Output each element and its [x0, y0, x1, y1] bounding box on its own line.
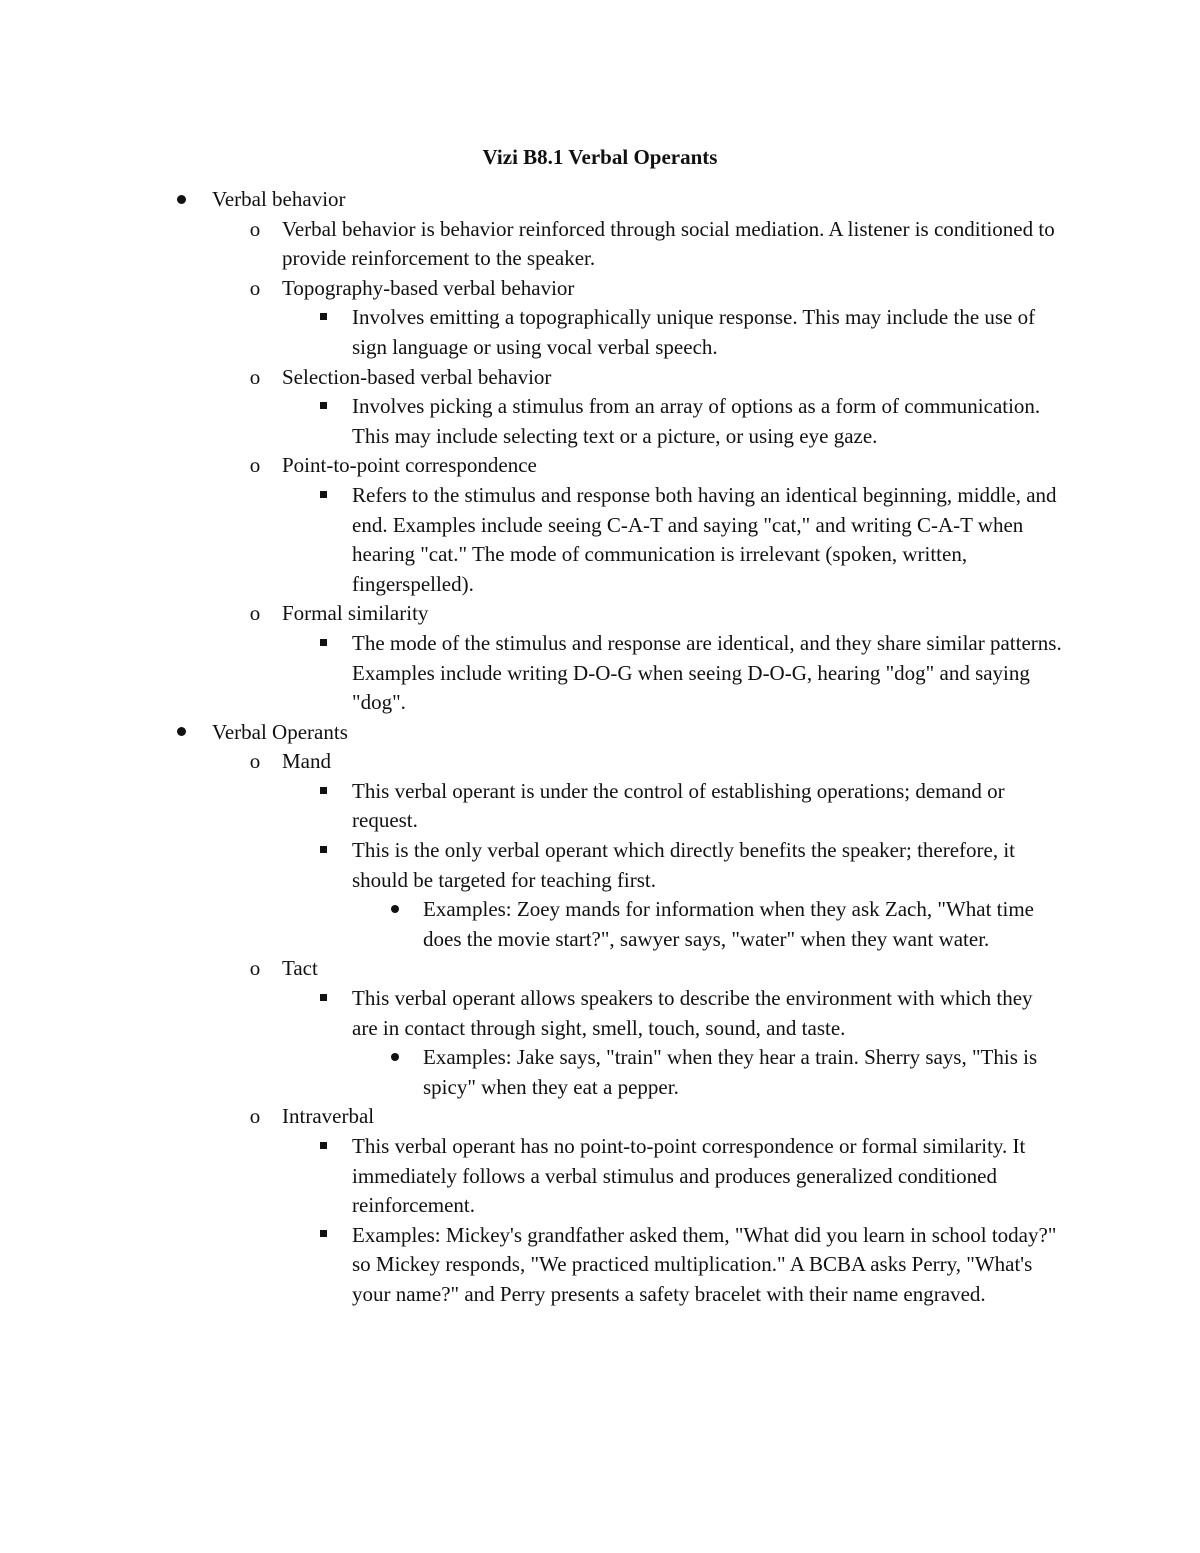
filled-circle-bullet-icon: [170, 185, 192, 215]
filled-circle-bullet-icon: [384, 1043, 406, 1073]
square-bullet-icon: [312, 1221, 334, 1251]
list-item-text: Refers to the stimulus and response both having an identical beginning, middle, and end. Examples include seeing C-A-T and saying "cat," and writing C-A-T when hearing "cat." The mode of communication is irrelevant (spoken, written, fingerspelled).: [352, 482, 1057, 596]
list-item-text: Examples: Jake says, "train" when they hear a train. Sherry says, "This is spicy" when they eat a pepper.: [423, 1045, 1038, 1099]
list-item: [0, 1221, 1062, 1310]
list-item-text: Verbal behavior: [212, 187, 346, 211]
square-bullet-icon: [312, 629, 334, 659]
filled-circle-bullet-icon: [170, 718, 192, 748]
hollow-o-bullet-icon: o: [249, 749, 261, 774]
hollow-o-bullet-icon: o: [249, 601, 261, 626]
list-item: [0, 629, 1062, 718]
document-title: Vizi B8.1 Verbal Operants: [482, 145, 718, 169]
list-item-text: Involves emitting a topographically unique response. This may include the use of sign language or using vocal verbal speech.: [352, 305, 1036, 359]
square-bullet-icon: [312, 1132, 334, 1162]
list-item-text: Examples: Zoey mands for information when they ask Zach, "What time does the movie start?", sawyer says, "water" when they want water.: [423, 897, 1034, 951]
list-item-text: Topography-based verbal behavior: [282, 275, 575, 300]
list-item-text: This verbal operant has no point-to-point correspondence or formal similarity. It immediately follows a verbal stimulus and produces generalized conditioned reinforcement.: [352, 1134, 1026, 1218]
list-item: [0, 747, 1062, 777]
list-item: [0, 274, 1062, 304]
list-item-text: Verbal behavior is behavior reinforced through social mediation. A listener is conditioned to provide reinforcement to the speaker.: [282, 216, 1055, 271]
list-item: [0, 777, 1062, 836]
list-item: [0, 363, 1062, 393]
list-item-text: Mand: [282, 749, 331, 774]
list-item: [0, 984, 1062, 1043]
list-item: [0, 1043, 1063, 1102]
list-item-text: This is the only verbal operant which directly benefits the speaker; therefore, it should be targeted for teaching first.: [352, 838, 1016, 892]
hollow-o-bullet-icon: o: [249, 1104, 261, 1129]
square-bullet-icon: [312, 984, 334, 1014]
list-item-text: Intraverbal: [282, 1104, 375, 1129]
list-item: [0, 599, 1062, 629]
list-item-text: Examples: Mickey's grandfather asked them, "What did you learn in school today?" so Mickey responds, "We practiced multiplication." A BCBA asks Perry, "What's your name?" and Perry presents a safety bracelet with their name engraved.: [352, 1222, 1057, 1306]
hollow-o-bullet-icon: o: [249, 216, 261, 241]
list-item: [0, 954, 1062, 984]
list-item-text: Involves picking a stimulus from an array of options as a form of communication. This may include selecting text or a picture, or using eye gaze.: [352, 394, 1041, 448]
list-item-text: This verbal operant allows speakers to describe the environment with which they are in contact through sight, smell, touch, sound, and taste.: [352, 986, 1033, 1040]
hollow-o-bullet-icon: o: [249, 956, 261, 981]
list-item: [0, 836, 1062, 895]
list-item: [0, 215, 1062, 274]
hollow-o-bullet-icon: o: [249, 453, 261, 478]
list-item: [0, 718, 1062, 748]
list-item-text: Tact: [282, 956, 318, 981]
filled-circle-bullet-icon: [384, 895, 406, 925]
list-item-text: Formal similarity: [282, 601, 429, 626]
list-item: [0, 1102, 1062, 1132]
list-item: [0, 185, 1062, 215]
list-item: [0, 895, 1063, 954]
square-bullet-icon: [312, 481, 334, 511]
hollow-o-bullet-icon: o: [249, 275, 261, 300]
hollow-o-bullet-icon: o: [249, 364, 261, 389]
list-item-text: Point-to-point correspondence: [282, 453, 537, 478]
list-item: [0, 392, 1062, 451]
list-item-text: The mode of the stimulus and response are identical, and they share similar patterns. Examples include writing D-O-G when seeing D-O-G, hearing "dog" and saying "dog".: [352, 630, 1062, 715]
notes-outline: [0, 185, 1200, 1310]
list-item-text: Verbal Operants: [212, 719, 348, 744]
list-item-text: This verbal operant is under the control of establishing operations; demand or request.: [352, 778, 1005, 833]
square-bullet-icon: [312, 836, 334, 866]
list-item: [0, 481, 1062, 599]
square-bullet-icon: [312, 777, 334, 807]
list-item: [0, 1132, 1062, 1221]
list-item: [0, 451, 1062, 481]
list-item: [0, 303, 1062, 362]
list-item-text: Selection-based verbal behavior: [282, 364, 552, 389]
square-bullet-icon: [312, 303, 334, 333]
square-bullet-icon: [312, 392, 334, 422]
